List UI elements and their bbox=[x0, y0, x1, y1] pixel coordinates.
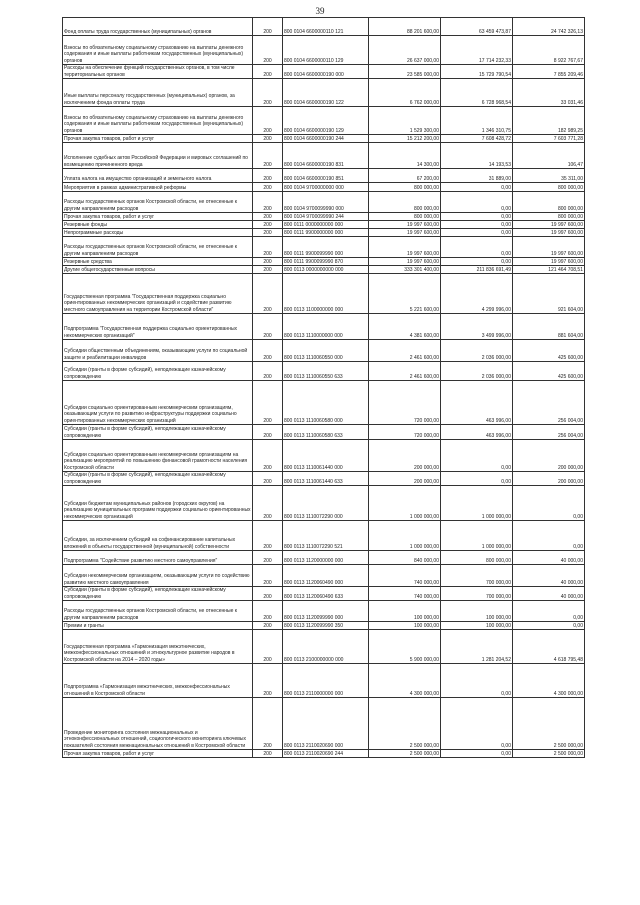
table-row bbox=[63, 362, 585, 381]
row-approved-amount: 2 461 600,00 bbox=[369, 340, 441, 362]
table-row bbox=[63, 266, 585, 274]
row-unexecuted-amount: 800 000,00 bbox=[513, 213, 585, 221]
row-name: Исполнение судебных актов Российской Федерации и мировых соглашений по возмещению причиненного вреда bbox=[63, 143, 253, 169]
row-budget-code: 800 0113 1110060580 000 bbox=[283, 381, 369, 425]
row-executed-amount: 17 714 232,33 bbox=[441, 36, 513, 65]
row-approved-amount: 14 300,00 bbox=[369, 143, 441, 169]
row-executed-amount: 463 996,00 bbox=[441, 381, 513, 425]
row-line-code: 200 bbox=[253, 274, 283, 314]
table-row bbox=[63, 381, 585, 425]
row-line-code: 200 bbox=[253, 425, 283, 440]
row-unexecuted-amount: 0,00 bbox=[513, 622, 585, 630]
table-row bbox=[63, 314, 585, 340]
row-executed-amount: 0,00 bbox=[441, 221, 513, 229]
row-line-code: 200 bbox=[253, 213, 283, 221]
row-unexecuted-amount: 40 000,00 bbox=[513, 587, 585, 601]
row-approved-amount: 5 900 000,00 bbox=[369, 630, 441, 664]
row-budget-code: 800 0104 6600000190 851 bbox=[283, 169, 369, 183]
budget-execution-table bbox=[62, 17, 585, 758]
row-unexecuted-amount: 8 922 767,67 bbox=[513, 36, 585, 65]
row-unexecuted-amount: 800 000,00 bbox=[513, 192, 585, 213]
row-name: Расходы государственных органов Костромской области, не отнесенные к другим направлениям расходов bbox=[63, 237, 253, 258]
table-row bbox=[63, 237, 585, 258]
row-executed-amount: 1 346 310,75 bbox=[441, 107, 513, 135]
row-name: Подпрограмма "Содействие развитию местного самоуправления" bbox=[63, 551, 253, 565]
row-executed-amount: 63 459 473,87 bbox=[441, 18, 513, 36]
row-budget-code: 800 0113 1110072290 000 bbox=[283, 486, 369, 521]
row-line-code: 200 bbox=[253, 551, 283, 565]
row-name: Субсидии (гранты в форме субсидий), неподлежащие казначейскому сопровождению bbox=[63, 587, 253, 601]
row-budget-code: 800 0104 9700099990 000 bbox=[283, 192, 369, 213]
row-budget-code: 800 0113 0000000000 000 bbox=[283, 266, 369, 274]
row-unexecuted-amount: 200 000,00 bbox=[513, 472, 585, 486]
row-executed-amount: 0,00 bbox=[441, 213, 513, 221]
row-line-code: 200 bbox=[253, 237, 283, 258]
row-executed-amount: 0,00 bbox=[441, 183, 513, 192]
row-approved-amount: 88 201 600,00 bbox=[369, 18, 441, 36]
row-name: Взносы по обязательному социальному страхованию на выплаты денежного содержания и иные выплаты работникам государственных (муниципальных) органов bbox=[63, 36, 253, 65]
row-unexecuted-amount: 0,00 bbox=[513, 486, 585, 521]
row-line-code: 200 bbox=[253, 183, 283, 192]
row-budget-code: 800 0113 1110072290 521 bbox=[283, 521, 369, 551]
row-executed-amount: 100 000,00 bbox=[441, 601, 513, 622]
row-executed-amount: 0,00 bbox=[441, 440, 513, 472]
row-unexecuted-amount: 0,00 bbox=[513, 601, 585, 622]
row-executed-amount: 0,00 bbox=[441, 237, 513, 258]
row-approved-amount: 800 000,00 bbox=[369, 183, 441, 192]
table-row bbox=[63, 601, 585, 622]
row-unexecuted-amount: 0,00 bbox=[513, 521, 585, 551]
row-name: Прочая закупка товаров, работ и услуг bbox=[63, 213, 253, 221]
row-approved-amount: 2 500 000,00 bbox=[369, 698, 441, 750]
row-unexecuted-amount: 425 600,00 bbox=[513, 340, 585, 362]
row-line-code: 200 bbox=[253, 521, 283, 551]
row-line-code: 200 bbox=[253, 750, 283, 758]
table-row bbox=[63, 565, 585, 587]
row-name: Субсидии (гранты в форме субсидий), неподлежащие казначейскому сопровождению bbox=[63, 425, 253, 440]
row-budget-code: 800 0113 1100000000 000 bbox=[283, 274, 369, 314]
row-budget-code: 800 0113 1120000000 000 bbox=[283, 551, 369, 565]
row-unexecuted-amount: 2 500 000,00 bbox=[513, 750, 585, 758]
row-unexecuted-amount: 800 000,00 bbox=[513, 183, 585, 192]
row-executed-amount: 4 299 996,00 bbox=[441, 274, 513, 314]
table-row bbox=[63, 664, 585, 698]
row-budget-code: 800 0104 6600000110 129 bbox=[283, 36, 369, 65]
row-approved-amount: 100 000,00 bbox=[369, 601, 441, 622]
row-executed-amount: 0,00 bbox=[441, 750, 513, 758]
row-name: Мероприятия в рамках административной реформы bbox=[63, 183, 253, 192]
row-unexecuted-amount: 24 742 326,13 bbox=[513, 18, 585, 36]
row-budget-code: 800 0113 1110000000 000 bbox=[283, 314, 369, 340]
row-name: Субсидии (гранты в форме субсидий), неподлежащие казначейскому сопровождению bbox=[63, 362, 253, 381]
row-name: Субсидии общественным объединениям, оказывающим услуги по социальной защите и реабилитации инвалидов bbox=[63, 340, 253, 362]
row-name: Иные выплаты персоналу государственных (муниципальных) органов, за исключением фонда оплаты труда bbox=[63, 79, 253, 107]
row-approved-amount: 5 221 600,00 bbox=[369, 274, 441, 314]
row-name: Подпрограмма «Гармонизация межэтнических, межконфессиональных отношений в Костромской области bbox=[63, 664, 253, 698]
table-row bbox=[63, 221, 585, 229]
row-unexecuted-amount: 121 464 708,51 bbox=[513, 266, 585, 274]
row-budget-code: 800 0113 1120099990 000 bbox=[283, 601, 369, 622]
row-approved-amount: 19 997 600,00 bbox=[369, 221, 441, 229]
row-line-code: 200 bbox=[253, 169, 283, 183]
row-unexecuted-amount: 40 000,00 bbox=[513, 565, 585, 587]
table-row bbox=[63, 521, 585, 551]
row-budget-code: 800 0113 2100000000 000 bbox=[283, 630, 369, 664]
row-name: Другие общегосударственные вопросы bbox=[63, 266, 253, 274]
row-budget-code: 800 0113 1110061440 633 bbox=[283, 472, 369, 486]
row-executed-amount: 0,00 bbox=[441, 472, 513, 486]
table-row bbox=[63, 486, 585, 521]
row-approved-amount: 200 000,00 bbox=[369, 440, 441, 472]
row-name: Резервные фонды bbox=[63, 221, 253, 229]
row-unexecuted-amount: 881 604,00 bbox=[513, 314, 585, 340]
row-executed-amount: 0,00 bbox=[441, 698, 513, 750]
row-approved-amount: 4 381 600,00 bbox=[369, 314, 441, 340]
row-executed-amount: 100 000,00 bbox=[441, 622, 513, 630]
row-line-code: 200 bbox=[253, 18, 283, 36]
table-row bbox=[63, 630, 585, 664]
table-row bbox=[63, 258, 585, 266]
row-unexecuted-amount: 106,47 bbox=[513, 143, 585, 169]
row-budget-code: 800 0104 6600000190 000 bbox=[283, 65, 369, 79]
row-executed-amount: 463 996,00 bbox=[441, 425, 513, 440]
row-executed-amount: 700 000,00 bbox=[441, 587, 513, 601]
row-line-code: 200 bbox=[253, 440, 283, 472]
row-line-code: 200 bbox=[253, 135, 283, 143]
row-executed-amount: 0,00 bbox=[441, 229, 513, 237]
row-approved-amount: 800 000,00 bbox=[369, 192, 441, 213]
row-name: Субсидии бюджетам муниципальных районов (городских округов) на реализацию муниципальных программ поддержки социально ориентированных некоммерческих организаций bbox=[63, 486, 253, 521]
row-executed-amount: 1 000 000,00 bbox=[441, 486, 513, 521]
table-row bbox=[63, 192, 585, 213]
table-row bbox=[63, 107, 585, 135]
row-line-code: 200 bbox=[253, 664, 283, 698]
table-row bbox=[63, 587, 585, 601]
table-row bbox=[63, 135, 585, 143]
row-line-code: 200 bbox=[253, 587, 283, 601]
row-unexecuted-amount: 425 600,00 bbox=[513, 362, 585, 381]
table-row bbox=[63, 425, 585, 440]
row-unexecuted-amount: 921 604,00 bbox=[513, 274, 585, 314]
table-row bbox=[63, 274, 585, 314]
row-budget-code: 800 0111 9900099990 000 bbox=[283, 237, 369, 258]
row-unexecuted-amount: 40 000,00 bbox=[513, 551, 585, 565]
row-line-code: 200 bbox=[253, 565, 283, 587]
row-budget-code: 800 0113 1110060580 633 bbox=[283, 425, 369, 440]
row-name: Государственная программа "Государственная поддержка социально ориентированных некоммерческих организаций и содействие развитию местного самоуправления на территории Костромской области" bbox=[63, 274, 253, 314]
row-unexecuted-amount: 256 004,00 bbox=[513, 425, 585, 440]
row-unexecuted-amount: 19 997 600,00 bbox=[513, 258, 585, 266]
table-row bbox=[63, 750, 585, 758]
row-name: Субсидии некоммерческим организациям, оказывающим услуги по содействию развитию местного самоуправления bbox=[63, 565, 253, 587]
row-budget-code: 800 0111 9900099990 870 bbox=[283, 258, 369, 266]
row-executed-amount: 211 836 691,49 bbox=[441, 266, 513, 274]
row-executed-amount: 6 728 968,54 bbox=[441, 79, 513, 107]
row-approved-amount: 840 000,00 bbox=[369, 551, 441, 565]
row-unexecuted-amount: 200 000,00 bbox=[513, 440, 585, 472]
row-name: Уплата налога на имущество организаций и земельного налога bbox=[63, 169, 253, 183]
row-unexecuted-amount: 19 997 600,00 bbox=[513, 221, 585, 229]
row-approved-amount: 333 301 400,00 bbox=[369, 266, 441, 274]
row-line-code: 200 bbox=[253, 258, 283, 266]
row-name: Расходы государственных органов Костромской области, не отнесенные к другим направлениям расходов bbox=[63, 192, 253, 213]
row-unexecuted-amount: 4 618 795,48 bbox=[513, 630, 585, 664]
row-name: Резервные средства bbox=[63, 258, 253, 266]
row-name: Взносы по обязательному социальному страхованию на выплаты денежного содержания и иные выплаты работникам государственных (муниципальных) органов bbox=[63, 107, 253, 135]
row-unexecuted-amount: 4 300 000,00 bbox=[513, 664, 585, 698]
table-row bbox=[63, 622, 585, 630]
row-executed-amount: 700 000,00 bbox=[441, 565, 513, 587]
row-line-code: 200 bbox=[253, 266, 283, 274]
row-unexecuted-amount: 182 989,25 bbox=[513, 107, 585, 135]
row-approved-amount: 720 000,00 bbox=[369, 381, 441, 425]
row-executed-amount: 31 889,00 bbox=[441, 169, 513, 183]
table-row bbox=[63, 229, 585, 237]
table-row bbox=[63, 440, 585, 472]
row-approved-amount: 1 000 000,00 bbox=[369, 486, 441, 521]
row-line-code: 200 bbox=[253, 221, 283, 229]
row-name: Премии и гранты bbox=[63, 622, 253, 630]
row-line-code: 200 bbox=[253, 79, 283, 107]
row-approved-amount: 19 997 600,00 bbox=[369, 237, 441, 258]
row-approved-amount: 2 500 000,00 bbox=[369, 750, 441, 758]
row-name: Расходы государственных органов Костромской области, не отнесенные к другим направлениям расходов bbox=[63, 601, 253, 622]
row-unexecuted-amount: 19 997 600,00 bbox=[513, 229, 585, 237]
row-budget-code: 800 0113 2110020690 244 bbox=[283, 750, 369, 758]
row-unexecuted-amount: 19 997 600,00 bbox=[513, 237, 585, 258]
row-executed-amount: 1 281 204,52 bbox=[441, 630, 513, 664]
row-budget-code: 800 0104 6600000190 122 bbox=[283, 79, 369, 107]
row-budget-code: 800 0111 0000000000 000 bbox=[283, 221, 369, 229]
row-budget-code: 800 0104 9700099990 244 bbox=[283, 213, 369, 221]
row-budget-code: 800 0113 1110060550 633 bbox=[283, 362, 369, 381]
row-name: Непрограммные расходы bbox=[63, 229, 253, 237]
row-line-code: 200 bbox=[253, 192, 283, 213]
row-budget-code: 800 0104 6600000190 244 bbox=[283, 135, 369, 143]
table-body bbox=[63, 18, 585, 758]
row-budget-code: 800 0113 2110000000 000 bbox=[283, 664, 369, 698]
row-approved-amount: 100 000,00 bbox=[369, 622, 441, 630]
table-row bbox=[63, 65, 585, 79]
row-unexecuted-amount: 2 500 000,00 bbox=[513, 698, 585, 750]
row-approved-amount: 26 637 000,00 bbox=[369, 36, 441, 65]
row-budget-code: 800 0113 2110020690 000 bbox=[283, 698, 369, 750]
row-line-code: 200 bbox=[253, 65, 283, 79]
table-row bbox=[63, 340, 585, 362]
row-budget-code: 800 0104 6600000110 121 bbox=[283, 18, 369, 36]
table-row bbox=[63, 183, 585, 192]
row-line-code: 200 bbox=[253, 486, 283, 521]
row-executed-amount: 2 036 000,00 bbox=[441, 362, 513, 381]
row-line-code: 200 bbox=[253, 472, 283, 486]
row-approved-amount: 800 000,00 bbox=[369, 213, 441, 221]
row-budget-code: 800 0113 1120060490 633 bbox=[283, 587, 369, 601]
row-line-code: 200 bbox=[253, 229, 283, 237]
row-line-code: 200 bbox=[253, 630, 283, 664]
row-approved-amount: 19 997 600,00 bbox=[369, 229, 441, 237]
row-unexecuted-amount: 7 855 209,46 bbox=[513, 65, 585, 79]
row-budget-code: 800 0113 1120060490 000 bbox=[283, 565, 369, 587]
table-row bbox=[63, 213, 585, 221]
row-budget-code: 800 0104 9700000000 000 bbox=[283, 183, 369, 192]
table-row bbox=[63, 36, 585, 65]
row-name: Фонд оплаты труда государственных (муниципальных) органов bbox=[63, 18, 253, 36]
row-name: Субсидии, за исключением субсидий на софинансирование капитальных вложений в объекты государственной (муниципальной) собственности bbox=[63, 521, 253, 551]
row-unexecuted-amount: 256 004,00 bbox=[513, 381, 585, 425]
row-executed-amount: 0,00 bbox=[441, 192, 513, 213]
row-line-code: 200 bbox=[253, 698, 283, 750]
row-approved-amount: 4 300 000,00 bbox=[369, 664, 441, 698]
row-executed-amount: 15 729 790,54 bbox=[441, 65, 513, 79]
row-approved-amount: 2 461 600,00 bbox=[369, 362, 441, 381]
row-line-code: 200 bbox=[253, 381, 283, 425]
row-name: Субсидии социально ориентированным некоммерческим организациям на реализацию мероприятий по повышению финансовой грамотности населения Костромской области bbox=[63, 440, 253, 472]
row-name: Расходы на обеспечение функций государственных органов, в том числе территориальных органов bbox=[63, 65, 253, 79]
row-budget-code: 800 0113 1110061440 000 bbox=[283, 440, 369, 472]
table-row bbox=[63, 169, 585, 183]
table-row bbox=[63, 79, 585, 107]
row-budget-code: 800 0104 6600000190 129 bbox=[283, 107, 369, 135]
row-unexecuted-amount: 33 031,46 bbox=[513, 79, 585, 107]
row-approved-amount: 200 000,00 bbox=[369, 472, 441, 486]
row-budget-code: 800 0113 1110060550 000 bbox=[283, 340, 369, 362]
row-unexecuted-amount: 7 603 771,28 bbox=[513, 135, 585, 143]
row-approved-amount: 1 529 300,00 bbox=[369, 107, 441, 135]
row-line-code: 200 bbox=[253, 143, 283, 169]
row-budget-code: 800 0113 1120099990 350 bbox=[283, 622, 369, 630]
row-budget-code: 800 0104 6600000190 831 bbox=[283, 143, 369, 169]
row-unexecuted-amount: 35 311,00 bbox=[513, 169, 585, 183]
table-row bbox=[63, 551, 585, 565]
row-line-code: 200 bbox=[253, 622, 283, 630]
row-approved-amount: 19 997 600,00 bbox=[369, 258, 441, 266]
table-row bbox=[63, 698, 585, 750]
row-line-code: 200 bbox=[253, 340, 283, 362]
row-name: Прочая закупка товаров, работ и услуг bbox=[63, 750, 253, 758]
row-approved-amount: 720 000,00 bbox=[369, 425, 441, 440]
row-executed-amount: 0,00 bbox=[441, 664, 513, 698]
row-name: Субсидии социально ориентированным некоммерческим организациям, оказывающим услуги по развитию инфраструктуры поддержки социально ориентированных некоммерческих организаций bbox=[63, 381, 253, 425]
row-budget-code: 800 0111 9900000000 000 bbox=[283, 229, 369, 237]
row-approved-amount: 740 000,00 bbox=[369, 565, 441, 587]
table-row bbox=[63, 18, 585, 36]
row-approved-amount: 67 200,00 bbox=[369, 169, 441, 183]
row-line-code: 200 bbox=[253, 362, 283, 381]
row-name: Прочая закупка товаров, работ и услуг bbox=[63, 135, 253, 143]
row-line-code: 200 bbox=[253, 36, 283, 65]
row-executed-amount: 800 000,00 bbox=[441, 551, 513, 565]
page-number: 39 bbox=[315, 6, 325, 16]
row-executed-amount: 1 000 000,00 bbox=[441, 521, 513, 551]
row-approved-amount: 23 585 000,00 bbox=[369, 65, 441, 79]
row-executed-amount: 2 036 000,00 bbox=[441, 340, 513, 362]
row-approved-amount: 6 762 000,00 bbox=[369, 79, 441, 107]
row-name: Субсидии (гранты в форме субсидий), неподлежащие казначейскому сопровождению bbox=[63, 472, 253, 486]
row-approved-amount: 1 000 000,00 bbox=[369, 521, 441, 551]
table-row bbox=[63, 143, 585, 169]
row-name: Государственная программа «Гармонизация межэтнических, межконфессиональных отношений и этнокультурное развитие народов в Костромской области на 2014 – 2020 годы» bbox=[63, 630, 253, 664]
row-line-code: 200 bbox=[253, 314, 283, 340]
row-executed-amount: 14 193,53 bbox=[441, 143, 513, 169]
row-name: Подпрограмма "Государственная поддержка социально ориентированных некоммерческих организаций" bbox=[63, 314, 253, 340]
row-executed-amount: 3 499 996,00 bbox=[441, 314, 513, 340]
row-executed-amount: 0,00 bbox=[441, 258, 513, 266]
row-name: Проведение мониторинга состояния межнациональных и этноконфессиональных отношений, социологического мониторинга ключевых показателей состояния межнациональных отношений в Костромской области bbox=[63, 698, 253, 750]
row-line-code: 200 bbox=[253, 107, 283, 135]
row-approved-amount: 740 000,00 bbox=[369, 587, 441, 601]
row-executed-amount: 7 608 428,72 bbox=[441, 135, 513, 143]
row-line-code: 200 bbox=[253, 601, 283, 622]
row-approved-amount: 15 212 200,00 bbox=[369, 135, 441, 143]
table-row bbox=[63, 472, 585, 486]
